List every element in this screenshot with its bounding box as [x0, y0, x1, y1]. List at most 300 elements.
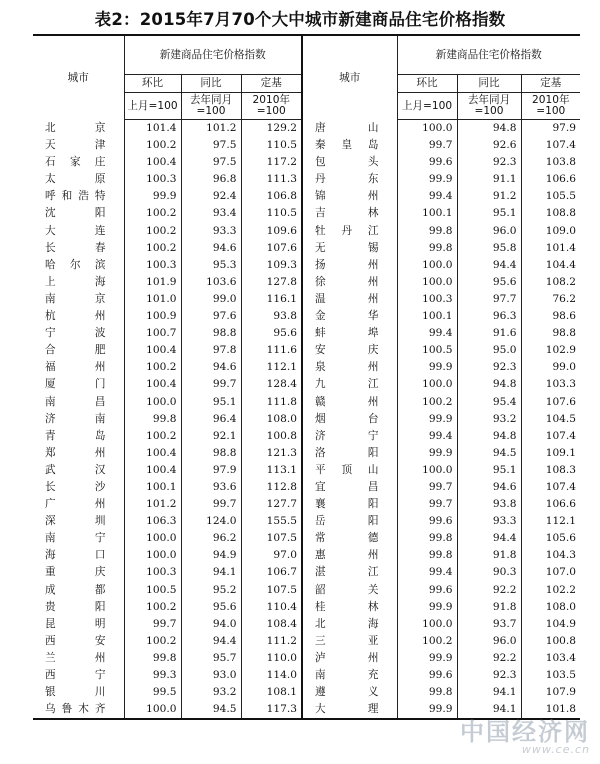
left-mom-cell: 99.7: [124, 616, 181, 633]
left-yoy-cell: 95.7: [181, 650, 241, 667]
right-city-cell: 惠州: [302, 547, 397, 564]
left-city-cell: 西安: [33, 633, 124, 650]
right-mom-cell: 100.1: [397, 308, 457, 325]
right-yoy-cell: 96.3: [457, 308, 521, 325]
right-yoy-cell: 92.3: [457, 154, 521, 171]
right-yoy-cell: 94.8: [457, 376, 521, 393]
right-base-cell: 99.0: [552, 361, 577, 374]
right-base-cell: 101.8: [521, 701, 580, 719]
right-city-cell: 包头: [302, 154, 397, 171]
left-base-cell: 107.6: [241, 240, 302, 257]
left-mom-cell: 100.4: [124, 376, 181, 393]
base-header-right: 定基: [521, 75, 580, 93]
table-row: [33, 599, 580, 616]
left-city-cell: 沈阳: [33, 205, 124, 222]
table-row: [33, 223, 580, 240]
right-base-cell: 108.0: [545, 600, 577, 613]
right-city-cell: 安庆: [302, 342, 397, 359]
left-city-cell: 宁波: [33, 325, 124, 342]
left-base-cell: 110.5: [241, 137, 302, 154]
left-mom-cell: 100.2: [124, 359, 181, 376]
left-base-cell: 110.0: [241, 650, 302, 667]
right-city-cell: 常德: [302, 530, 397, 547]
left-mom-cell: 100.4: [124, 154, 181, 171]
table-row: [33, 274, 580, 291]
left-base-cell: 114.0: [241, 667, 302, 684]
left-base-cell: 112.1: [241, 359, 302, 376]
right-city-cell: 锦州: [302, 188, 397, 205]
table-row: [33, 428, 580, 445]
left-base-cell: 128.4: [241, 376, 302, 393]
table-row: [33, 530, 580, 547]
right-base-cell: 104.3: [545, 549, 577, 562]
right-city-cell: 扬州: [302, 257, 397, 274]
right-mom-cell: 99.9: [397, 171, 457, 188]
right-base-cell: 101.4: [545, 241, 577, 254]
left-base-cell: 108.1: [241, 684, 302, 701]
right-mom-cell: 99.7: [397, 479, 457, 496]
left-base-cell: 107.5: [241, 530, 302, 547]
right-city-cell: 岳阳: [302, 513, 397, 530]
left-city-cell: 银川: [33, 684, 124, 701]
right-city-cell: 遵义: [302, 684, 397, 701]
right-city-cell: 宜昌: [302, 479, 397, 496]
left-base-cell: 117.3: [241, 701, 302, 719]
left-city-cell: 广州: [33, 496, 124, 513]
base-sub-right: 2010年=100: [521, 93, 580, 120]
right-base-cell: 103.5: [545, 669, 577, 681]
left-city-cell: 南昌: [33, 394, 124, 411]
right-base-cell: 104.4: [545, 258, 577, 271]
left-yoy-cell: 93.3: [181, 223, 241, 240]
table-row: [33, 137, 580, 154]
left-yoy-cell: 95.1: [181, 394, 241, 411]
right-city-cell: 唐山: [302, 120, 397, 138]
right-mom-cell: 100.1: [397, 205, 457, 222]
right-yoy-cell: 92.2: [457, 582, 521, 599]
left-base-cell: 111.3: [241, 171, 302, 188]
left-base-cell: 117.2: [241, 154, 302, 171]
right-yoy-cell: 95.4: [457, 394, 521, 411]
left-yoy-cell: 94.4: [181, 633, 241, 650]
right-yoy-cell: 93.2: [457, 411, 521, 428]
left-base-cell: 121.3: [241, 445, 302, 462]
table-row: [33, 154, 580, 171]
table-row: [33, 445, 580, 462]
table-row: [33, 205, 580, 222]
right-yoy-cell: 93.3: [457, 513, 521, 530]
table-row: [33, 325, 580, 342]
right-mom-cell: 99.4: [397, 564, 457, 581]
table-row: [33, 342, 580, 359]
left-yoy-cell: 96.8: [181, 171, 241, 188]
right-city-cell: 金华: [302, 308, 397, 325]
right-mom-cell: 99.9: [397, 599, 457, 616]
left-city-cell: 长沙: [33, 479, 124, 496]
table-row: [33, 120, 580, 138]
right-yoy-cell: 94.6: [457, 479, 521, 496]
right-yoy-cell: 95.1: [457, 205, 521, 222]
right-base-cell: 98.6: [552, 310, 577, 323]
right-base-cell: 105.5: [545, 190, 577, 203]
right-city-cell: 韶关: [302, 582, 397, 599]
right-city-cell: 丹东: [302, 171, 397, 188]
right-yoy-cell: 93.7: [457, 616, 521, 633]
price-index-table: [33, 34, 580, 720]
left-yoy-cell: 97.6: [181, 308, 241, 325]
right-city-cell: 蚌埠: [302, 325, 397, 342]
right-base-cell: 107.4: [545, 429, 577, 442]
left-city-cell: 贵阳: [33, 599, 124, 616]
left-city-cell: 成都: [33, 582, 124, 599]
table-row: [33, 684, 580, 701]
left-city-cell: 哈尔滨: [33, 257, 124, 274]
left-yoy-cell: 94.5: [181, 701, 241, 719]
left-yoy-cell: 93.6: [181, 479, 241, 496]
right-base-cell: 109.1: [545, 446, 577, 459]
left-city-cell: 厦门: [33, 376, 124, 393]
right-base-cell: 103.4: [545, 651, 577, 664]
right-mom-cell: 99.8: [397, 530, 457, 547]
table-row: [33, 547, 580, 564]
right-base-cell: 107.4: [545, 139, 577, 152]
yoy-sub-left: 去年同月=100: [181, 93, 241, 120]
left-city-cell: 海口: [33, 547, 124, 564]
left-base-cell: 110.4: [241, 599, 302, 616]
left-mom-cell: 99.5: [124, 684, 181, 701]
table-row: [33, 462, 580, 479]
right-base-cell: 104.5: [545, 412, 577, 425]
left-city-cell: 兰州: [33, 650, 124, 667]
table-row: [33, 411, 580, 428]
left-city-cell: 乌鲁木齐: [33, 701, 124, 719]
header-row-1: [33, 35, 580, 75]
group-header-right: 新建商品住宅价格指数: [397, 35, 580, 75]
left-mom-cell: 101.4: [124, 120, 181, 138]
left-yoy-cell: 92.1: [181, 428, 241, 445]
left-city-cell: 太原: [33, 171, 124, 188]
watermark-url: www.ce.cn: [521, 743, 590, 756]
left-city-cell: 天津: [33, 137, 124, 154]
left-city-cell: 上海: [33, 274, 124, 291]
left-yoy-cell: 93.4: [181, 205, 241, 222]
left-mom-cell: 100.9: [124, 308, 181, 325]
left-base-cell: 129.2: [241, 120, 302, 138]
left-yoy-cell: 103.6: [181, 274, 241, 291]
left-base-cell: 113.1: [241, 462, 302, 479]
right-base-cell: 112.1: [545, 515, 577, 528]
table-row: [33, 257, 580, 274]
right-mom-cell: 99.6: [397, 582, 457, 599]
right-city-cell: 洛阳: [302, 445, 397, 462]
left-base-cell: 111.2: [241, 633, 302, 650]
left-mom-cell: 100.4: [124, 445, 181, 462]
left-mom-cell: 100.0: [124, 530, 181, 547]
left-yoy-cell: 101.2: [181, 120, 241, 138]
left-yoy-cell: 94.6: [181, 359, 241, 376]
left-mom-cell: 100.3: [124, 257, 181, 274]
right-mom-cell: 100.5: [397, 342, 457, 359]
right-mom-cell: 100.3: [397, 291, 457, 308]
right-yoy-cell: 93.8: [457, 496, 521, 513]
right-base-cell: 105.6: [545, 532, 577, 545]
right-city-cell: 襄阳: [302, 496, 397, 513]
right-base-cell: 103.8: [545, 156, 577, 169]
left-mom-cell: 99.8: [124, 650, 181, 667]
left-base-cell: 106.7: [241, 564, 302, 581]
left-mom-cell: 100.0: [124, 701, 181, 719]
base-header-left: 定基: [241, 75, 302, 93]
left-mom-cell: 100.2: [124, 240, 181, 257]
right-yoy-cell: 92.2: [457, 650, 521, 667]
left-mom-cell: 100.2: [124, 599, 181, 616]
left-mom-cell: 100.3: [124, 171, 181, 188]
right-yoy-cell: 94.1: [457, 684, 521, 701]
right-city-cell: 吉林: [302, 205, 397, 222]
right-mom-cell: 99.4: [397, 188, 457, 205]
table-row: [33, 564, 580, 581]
table-row: [33, 616, 580, 633]
left-mom-cell: 106.3: [124, 513, 181, 530]
right-yoy-cell: 92.6: [457, 137, 521, 154]
table-row: [33, 394, 580, 411]
left-city-cell: 呼和浩特: [33, 188, 124, 205]
left-city-cell: 南宁: [33, 530, 124, 547]
left-base-cell: 107.5: [241, 582, 302, 599]
table-row: [33, 633, 580, 650]
right-city-cell: 桂林: [302, 599, 397, 616]
right-city-cell: 济宁: [302, 428, 397, 445]
left-base-cell: 127.7: [241, 496, 302, 513]
left-city-cell: 青岛: [33, 428, 124, 445]
left-yoy-cell: 96.4: [181, 411, 241, 428]
left-mom-cell: 100.0: [124, 394, 181, 411]
mom-sub-right: 上月=100: [397, 93, 457, 120]
right-city-cell: 三亚: [302, 633, 397, 650]
yoy-header-left: 同比: [181, 75, 241, 93]
right-mom-cell: 99.6: [397, 154, 457, 171]
right-mom-cell: 99.8: [397, 547, 457, 564]
left-base-cell: 127.8: [241, 274, 302, 291]
left-city-cell: 深圳: [33, 513, 124, 530]
left-base-cell: 95.6: [241, 325, 302, 342]
right-mom-cell: 99.7: [397, 496, 457, 513]
right-yoy-cell: 94.4: [457, 530, 521, 547]
left-mom-cell: 100.3: [124, 564, 181, 581]
right-base-cell: 106.6: [545, 498, 577, 511]
left-yoy-cell: 97.5: [181, 137, 241, 154]
right-mom-cell: 99.8: [397, 223, 457, 240]
right-mom-cell: 99.9: [397, 701, 457, 719]
right-mom-cell: 100.2: [397, 394, 457, 411]
left-base-cell: 108.4: [241, 616, 302, 633]
left-yoy-cell: 94.1: [181, 564, 241, 581]
left-yoy-cell: 95.3: [181, 257, 241, 274]
left-city-cell: 福州: [33, 359, 124, 376]
left-base-cell: 111.8: [241, 394, 302, 411]
left-yoy-cell: 94.9: [181, 547, 241, 564]
left-city-cell: 济南: [33, 411, 124, 428]
left-base-cell: 112.8: [241, 479, 302, 496]
right-mom-cell: 99.8: [397, 684, 457, 701]
right-yoy-cell: 94.1: [457, 701, 521, 719]
left-yoy-cell: 94.6: [181, 240, 241, 257]
left-yoy-cell: 99.0: [181, 291, 241, 308]
right-yoy-cell: 94.4: [457, 257, 521, 274]
left-mom-cell: 99.3: [124, 667, 181, 684]
yoy-sub-right: 去年同月=100: [457, 93, 521, 120]
right-yoy-cell: 95.8: [457, 240, 521, 257]
left-yoy-cell: 92.4: [181, 188, 241, 205]
left-yoy-cell: 99.7: [181, 496, 241, 513]
right-yoy-cell: 94.8: [457, 428, 521, 445]
right-mom-cell: 100.0: [397, 376, 457, 393]
table-title: 表2：2015年7月70个大中城市新建商品住宅价格指数: [94, 10, 506, 29]
left-base-cell: 111.6: [241, 342, 302, 359]
left-mom-cell: 100.2: [124, 223, 181, 240]
right-mom-cell: 99.7: [397, 137, 457, 154]
left-yoy-cell: 95.6: [181, 599, 241, 616]
left-mom-cell: 100.2: [124, 137, 181, 154]
left-yoy-cell: 96.2: [181, 530, 241, 547]
yoy-header-right: 同比: [457, 75, 521, 93]
left-mom-cell: 100.7: [124, 325, 181, 342]
mom-header-right: 环比: [397, 75, 457, 93]
right-mom-cell: 100.0: [397, 616, 457, 633]
city-header-left: 城市: [33, 35, 124, 120]
right-yoy-cell: 94.8: [457, 120, 521, 138]
left-mom-cell: 99.8: [124, 411, 181, 428]
right-mom-cell: 99.8: [397, 240, 457, 257]
left-mom-cell: 100.2: [124, 205, 181, 222]
right-city-cell: 秦皇岛: [302, 137, 397, 154]
right-yoy-cell: 91.8: [457, 547, 521, 564]
mom-header-left: 环比: [124, 75, 181, 93]
table-row: [33, 582, 580, 599]
right-base-cell: 103.3: [545, 378, 577, 391]
left-city-cell: 昆明: [33, 616, 124, 633]
left-city-cell: 大连: [33, 223, 124, 240]
right-base-cell: 102.9: [545, 344, 577, 357]
right-base-cell: 97.9: [552, 122, 577, 134]
right-mom-cell: 99.4: [397, 428, 457, 445]
left-base-cell: 100.8: [241, 428, 302, 445]
left-base-cell: 110.5: [241, 205, 302, 222]
left-yoy-cell: 93.0: [181, 667, 241, 684]
left-yoy-cell: 97.9: [181, 462, 241, 479]
right-base-cell: 107.4: [545, 480, 577, 493]
table-row: [33, 240, 580, 257]
left-yoy-cell: 95.2: [181, 582, 241, 599]
right-city-cell: 烟台: [302, 411, 397, 428]
right-mom-cell: 100.0: [397, 257, 457, 274]
right-city-cell: 泸州: [302, 650, 397, 667]
left-city-cell: 南京: [33, 291, 124, 308]
right-base-cell: 76.2: [552, 292, 577, 305]
watermark-name: 中国经济网: [460, 718, 590, 746]
left-mom-cell: 99.9: [124, 188, 181, 205]
left-mom-cell: 101.2: [124, 496, 181, 513]
right-base-cell: 98.8: [552, 327, 577, 340]
right-yoy-cell: 92.3: [457, 667, 521, 684]
left-base-cell: 97.0: [241, 547, 302, 564]
right-yoy-cell: 94.5: [457, 445, 521, 462]
left-mom-cell: 100.5: [124, 582, 181, 599]
right-yoy-cell: 91.8: [457, 599, 521, 616]
table-row: [33, 376, 580, 393]
table-row: [33, 291, 580, 308]
table-row: [33, 308, 580, 325]
right-city-cell: 温州: [302, 291, 397, 308]
left-city-cell: 石家庄: [33, 154, 124, 171]
right-base-cell: 107.0: [545, 566, 577, 579]
mom-sub-left: 上月=100: [124, 93, 181, 120]
table-row: [33, 513, 580, 530]
right-base-cell: 108.2: [545, 275, 577, 288]
table-row: [33, 479, 580, 496]
left-base-cell: 116.1: [241, 291, 302, 308]
left-mom-cell: 100.1: [124, 479, 181, 496]
right-city-cell: 牡丹江: [302, 223, 397, 240]
left-yoy-cell: 94.0: [181, 616, 241, 633]
left-base-cell: 93.8: [241, 308, 302, 325]
right-mom-cell: 99.9: [397, 650, 457, 667]
right-base-cell: 102.2: [545, 583, 577, 596]
right-base-cell: 108.3: [545, 463, 577, 476]
right-mom-cell: 100.2: [397, 633, 457, 650]
right-city-cell: 北海: [302, 616, 397, 633]
right-yoy-cell: 90.3: [457, 564, 521, 581]
right-mom-cell: 100.0: [397, 274, 457, 291]
table-row: [33, 359, 580, 376]
right-base-cell: 107.6: [545, 395, 577, 408]
left-yoy-cell: 98.8: [181, 445, 241, 462]
table-row: [33, 667, 580, 684]
right-base-cell: 109.0: [545, 224, 577, 237]
left-mom-cell: 100.2: [124, 428, 181, 445]
right-mom-cell: 99.4: [397, 325, 457, 342]
left-base-cell: 109.6: [241, 223, 302, 240]
left-mom-cell: 100.4: [124, 342, 181, 359]
right-yoy-cell: 96.0: [457, 223, 521, 240]
right-mom-cell: 99.6: [397, 513, 457, 530]
left-yoy-cell: 93.2: [181, 684, 241, 701]
left-base-cell: 109.3: [241, 257, 302, 274]
right-yoy-cell: 96.0: [457, 633, 521, 650]
left-mom-cell: 100.4: [124, 462, 181, 479]
right-mom-cell: 99.6: [397, 667, 457, 684]
right-city-cell: 南充: [302, 667, 397, 684]
right-base-cell: 106.6: [545, 173, 577, 186]
right-city-cell: 徐州: [302, 274, 397, 291]
left-yoy-cell: 97.8: [181, 342, 241, 359]
left-city-cell: 重庆: [33, 564, 124, 581]
table-row: [33, 650, 580, 667]
right-yoy-cell: 91.6: [457, 325, 521, 342]
left-yoy-cell: 97.5: [181, 154, 241, 171]
right-base-cell: 104.9: [545, 617, 577, 630]
watermark-logo: [460, 712, 590, 756]
city-header-right: 城市: [302, 35, 397, 120]
right-yoy-cell: 91.1: [457, 171, 521, 188]
left-mom-cell: 100.2: [124, 633, 181, 650]
right-yoy-cell: 97.7: [457, 291, 521, 308]
left-base-cell: 108.0: [241, 411, 302, 428]
table-row: [33, 496, 580, 513]
left-base-cell: 106.8: [241, 188, 302, 205]
right-base-cell: 100.8: [545, 634, 577, 647]
left-yoy-cell: 98.8: [181, 325, 241, 342]
